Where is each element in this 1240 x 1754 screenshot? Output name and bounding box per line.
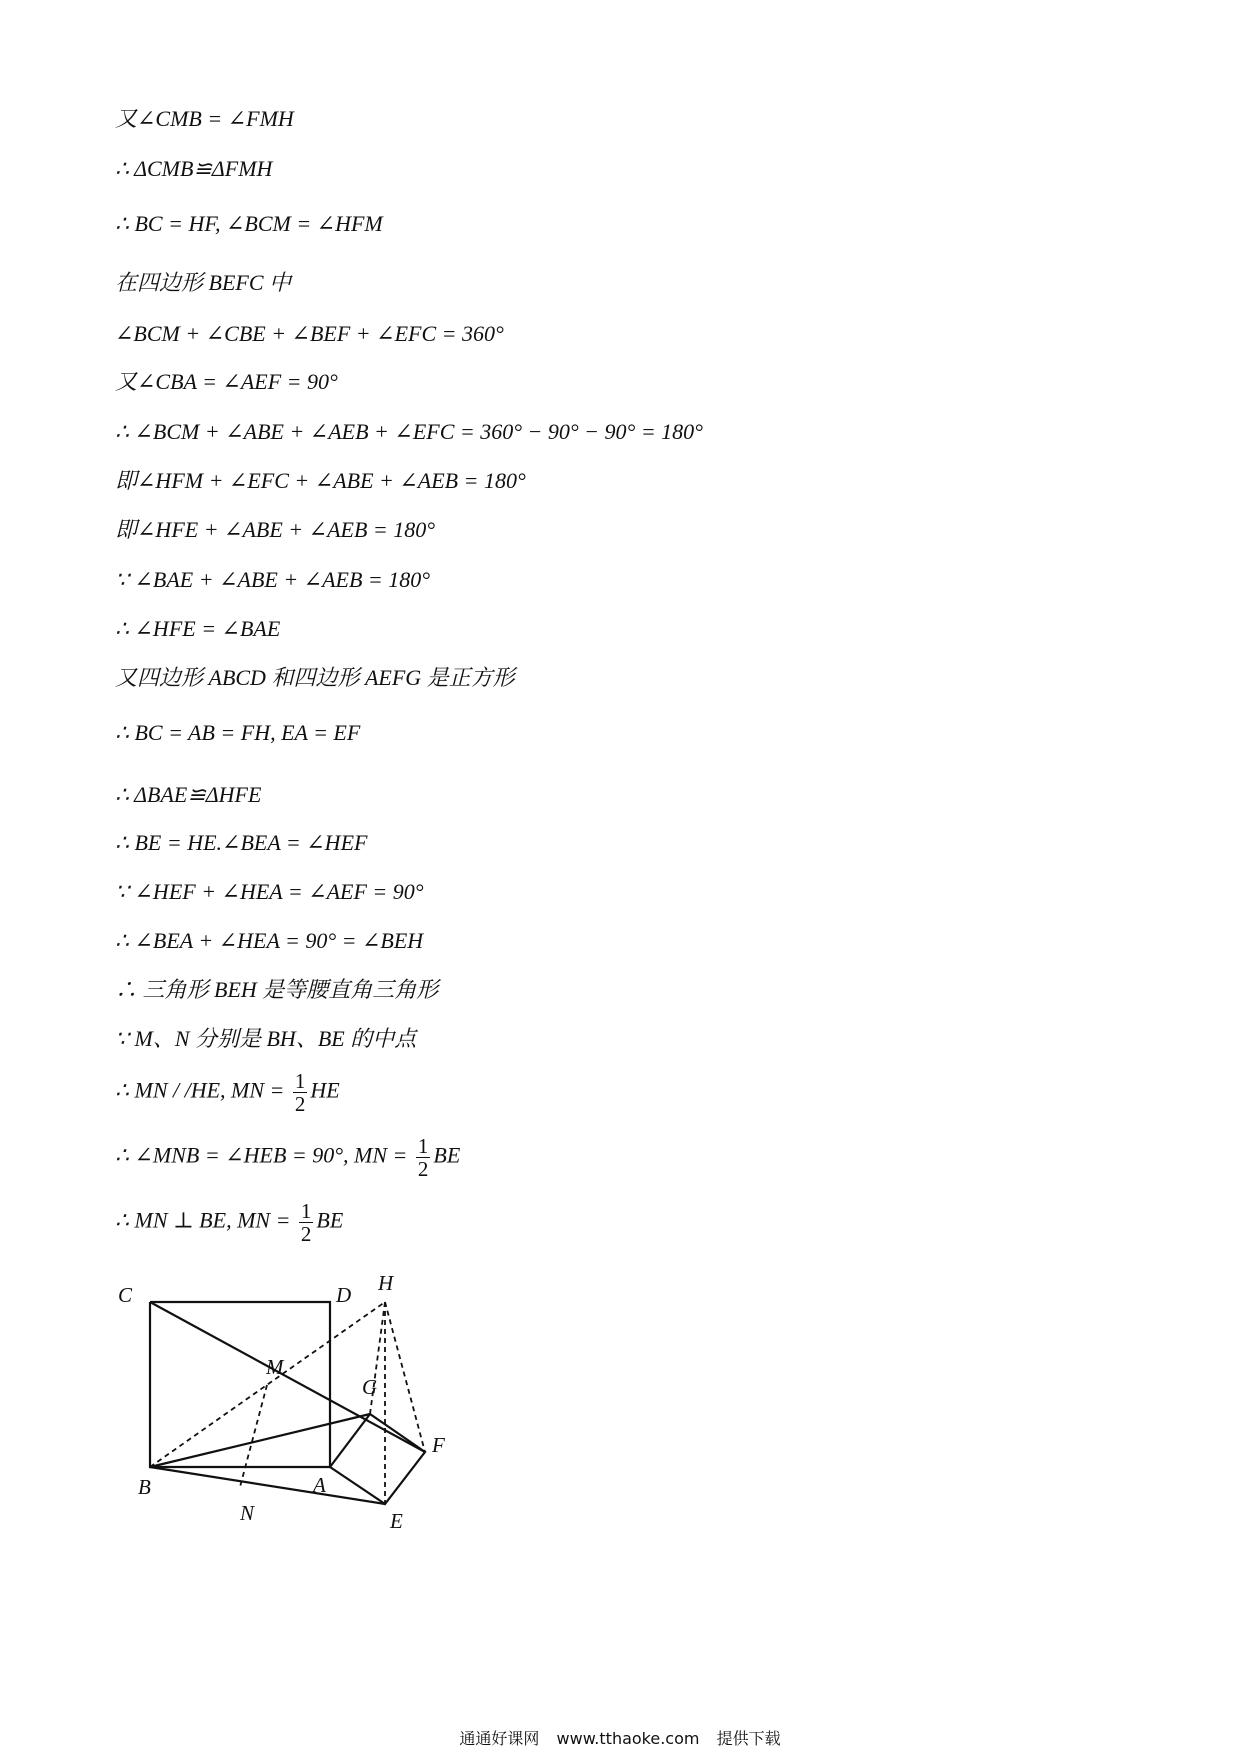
proof-line-10: ∵ ∠BAE + ∠ABE + ∠AEB = 180° [115, 567, 431, 592]
proof-line-5: ∠BCM + ∠CBE + ∠BEF + ∠EFC = 360° [115, 321, 504, 346]
proof-line-2: ∴ ΔCMB≌ΔFMH [115, 156, 273, 181]
proof-line-18: ∴ 三角形 BEH 是等腰直角三角形 [115, 977, 439, 1002]
proof-frac-line-2 [115, 1135, 460, 1180]
label-g: G [362, 1375, 378, 1399]
proof-line-12: 又四边形 ABCD 和四边形 AEFG 是正方形 [115, 665, 515, 690]
frac-line-1-after: HE [310, 1077, 340, 1103]
proof-line-6: 又∠CBA = ∠AEF = 90° [115, 369, 338, 394]
label-c: C [118, 1283, 133, 1307]
proof-line-14: ∴ ΔBAE≌ΔHFE [115, 782, 262, 807]
fraction-denominator: 2 [300, 1222, 312, 1246]
label-b: B [138, 1475, 151, 1499]
segment-mn [240, 1385, 267, 1487]
label-f: F [432, 1433, 445, 1457]
proof-frac-line-1 [115, 1070, 340, 1115]
page-footer [0, 1726, 1240, 1749]
fraction [416, 1135, 431, 1180]
proof-line-7: ∴ ∠BCM + ∠ABE + ∠AEB + ∠EFC = 360° − 90° − 90° = 180° [115, 419, 703, 444]
frac-line-2-after: BE [433, 1142, 461, 1168]
frac-line-3-before: ∴ MN ⊥ BE, MN = [115, 1207, 296, 1233]
fraction-denominator: 2 [294, 1092, 306, 1116]
proof-frac-line-3 [115, 1200, 343, 1245]
frac-line-2-before: ∴ ∠MNB = ∠HEB = 90°, MN = [115, 1142, 413, 1168]
proof-line-13: ∴ BC = AB = FH, EA = EF [115, 720, 361, 745]
square-aefg [330, 1414, 425, 1504]
proof-line-1: 又∠CMB = ∠FMH [115, 106, 294, 131]
label-a: A [313, 1473, 326, 1497]
fraction-numerator: 1 [300, 1199, 312, 1223]
proof-line-11: ∴ ∠HFE = ∠BAE [115, 616, 281, 641]
label-e: E [390, 1509, 403, 1532]
footer-url: www.tthaoke.com [556, 1729, 700, 1748]
proof-line-8: 即∠HFM + ∠EFC + ∠ABE + ∠AEB = 180° [115, 468, 526, 493]
footer-site-name: 通通好课网 [459, 1729, 540, 1748]
fraction [299, 1200, 314, 1245]
frac-line-1-before: ∴ MN / /HE, MN = [115, 1077, 290, 1103]
footer-download: 提供下载 [716, 1729, 781, 1748]
fraction [293, 1070, 308, 1115]
proof-line-19: ∵ M、N 分别是 BH、BE 的中点 [115, 1026, 417, 1051]
proof-line-3: ∴ BC = HF, ∠BCM = ∠HFM [115, 211, 383, 236]
proof-line-15: ∴ BE = HE.∠BEA = ∠HEF [115, 830, 368, 855]
fraction-denominator: 2 [417, 1157, 429, 1181]
proof-line-9: 即∠HFE + ∠ABE + ∠AEB = 180° [115, 517, 436, 542]
geometry-figure [100, 1262, 480, 1532]
label-d: D [336, 1283, 352, 1307]
proof-line-17: ∴ ∠BEA + ∠HEA = 90° = ∠BEH [115, 928, 424, 953]
label-h: H [378, 1271, 394, 1295]
proof-line-4: 在四边形 BEFC 中 [115, 270, 291, 295]
label-m: M [266, 1355, 284, 1379]
frac-line-3-after: BE [316, 1207, 344, 1233]
fraction-numerator: 1 [417, 1134, 429, 1158]
segment-be [150, 1467, 385, 1504]
label-n: N [240, 1501, 255, 1525]
proof-line-16: ∵ ∠HEF + ∠HEA = ∠AEF = 90° [115, 879, 424, 904]
segment-cf [150, 1302, 425, 1452]
fraction-numerator: 1 [294, 1069, 306, 1093]
